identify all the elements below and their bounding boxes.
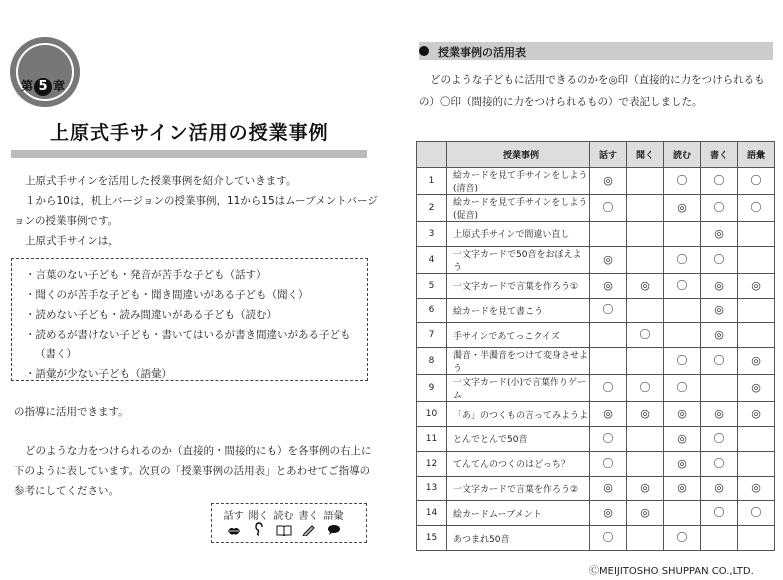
table-row xyxy=(417,476,775,501)
lesson-name: 一文字カードで言葉を作ろう② xyxy=(447,476,590,501)
mark-cell xyxy=(664,426,701,451)
legend-icons xyxy=(221,522,346,539)
table-row xyxy=(417,348,775,375)
mark-cell xyxy=(738,451,775,476)
table-row xyxy=(417,323,775,348)
double-circle-mark: ◎ xyxy=(640,481,650,495)
lesson-name: 一文字カードで50音をおぼえよう xyxy=(447,246,590,273)
speech-bubble-icon xyxy=(321,524,346,539)
table-row xyxy=(417,426,775,451)
mark-cell xyxy=(664,451,701,476)
circle-mark: 〇 xyxy=(750,506,762,520)
double-circle-mark: ◎ xyxy=(603,407,613,421)
mark-cell xyxy=(701,298,738,323)
mark-cell xyxy=(738,402,775,427)
lesson-name: 一文字カード(小)で言葉作りゲーム xyxy=(447,375,590,402)
circle-mark: 〇 xyxy=(750,174,762,187)
mark-cell xyxy=(627,323,664,348)
bullet-icon xyxy=(419,46,429,56)
double-circle-mark: ◎ xyxy=(714,226,724,240)
circle-mark: 〇 xyxy=(602,431,614,445)
mark-cell xyxy=(664,323,701,348)
mark-cell xyxy=(664,168,701,195)
double-circle-mark: ◎ xyxy=(603,506,613,520)
mark-cell xyxy=(627,348,664,375)
row-number: 4 xyxy=(417,246,447,273)
copyright: ⒸMEIJITOSHO SHUPPAN CO.,LTD. xyxy=(589,566,754,577)
double-circle-mark: ◎ xyxy=(677,456,687,470)
box-item-write-cont: （書く） xyxy=(35,348,77,360)
mark-cell xyxy=(590,298,627,323)
chapter-number: 5 xyxy=(34,78,52,96)
mark-cell xyxy=(664,246,701,273)
mark-cell xyxy=(701,375,738,402)
title-underline-bar xyxy=(11,150,367,158)
mark-cell xyxy=(627,402,664,427)
mark-cell xyxy=(701,402,738,427)
double-circle-mark: ◎ xyxy=(603,278,613,292)
double-circle-mark: ◎ xyxy=(603,481,613,495)
row-number: 12 xyxy=(417,451,447,476)
table-row xyxy=(417,273,775,298)
row-number: 7 xyxy=(417,323,447,348)
lesson-name: 手サインであてっこクイズ xyxy=(447,323,590,348)
mark-cell xyxy=(664,222,701,247)
mark-cell xyxy=(627,451,664,476)
legend-labels xyxy=(221,507,346,522)
header-no xyxy=(417,142,447,168)
mark-cell xyxy=(701,323,738,348)
table-row xyxy=(417,526,775,551)
desc-line-1: どのような子どもに活用できるのかを◎印（直接的に力をつけられるも xyxy=(430,74,765,86)
header-speak: 話す xyxy=(590,142,627,168)
mark-cell xyxy=(590,222,627,247)
double-circle-mark: ◎ xyxy=(751,481,761,495)
table-row xyxy=(417,298,775,323)
double-circle-mark: ◎ xyxy=(751,278,761,292)
circle-mark: 〇 xyxy=(676,278,688,292)
mark-cell xyxy=(627,246,664,273)
mark-cell xyxy=(738,246,775,273)
double-circle-mark: ◎ xyxy=(677,481,687,495)
table-row xyxy=(417,501,775,526)
mark-cell xyxy=(627,195,664,222)
mark-cell xyxy=(664,298,701,323)
double-circle-mark: ◎ xyxy=(640,278,650,292)
circle-mark: 〇 xyxy=(676,174,688,187)
mark-cell xyxy=(701,526,738,551)
mark-cell xyxy=(701,222,738,247)
circle-mark: 〇 xyxy=(602,381,614,395)
mark-cell xyxy=(738,348,775,375)
lesson-name: あつまれ50音 xyxy=(447,526,590,551)
row-number: 15 xyxy=(417,526,447,551)
circle-mark: 〇 xyxy=(602,456,614,470)
table-header-row xyxy=(417,142,775,168)
row-number: 8 xyxy=(417,348,447,375)
mark-cell xyxy=(590,168,627,195)
circle-mark: 〇 xyxy=(676,354,688,368)
row-number: 3 xyxy=(417,222,447,247)
lesson-name: 濁音・半濁音をつけて変身させよう xyxy=(447,348,590,375)
para2-line-3: 参考にしてください。 xyxy=(14,485,119,497)
mark-cell xyxy=(738,195,775,222)
mark-cell xyxy=(627,375,664,402)
lesson-name: とんでとんで50音 xyxy=(447,426,590,451)
mark-cell xyxy=(627,426,664,451)
row-number: 10 xyxy=(417,402,447,427)
circle-mark: 〇 xyxy=(602,201,614,214)
table-row xyxy=(417,168,775,195)
circle-mark: 〇 xyxy=(713,252,725,266)
mark-cell xyxy=(701,168,738,195)
table-row xyxy=(417,246,775,273)
header-listen: 聞く xyxy=(627,142,664,168)
mark-cell xyxy=(590,476,627,501)
mark-cell xyxy=(664,526,701,551)
ear-icon xyxy=(246,522,271,539)
row-number: 9 xyxy=(417,375,447,402)
mark-cell xyxy=(627,526,664,551)
box-item-listen: ・聞くのが苦手な子ども・聞き間違いがある子ども（聞く） xyxy=(25,289,309,301)
lips-icon xyxy=(221,525,246,539)
mark-cell xyxy=(738,323,775,348)
section-title: 授業事例の活用表 xyxy=(438,46,526,59)
mark-cell xyxy=(590,348,627,375)
mark-cell xyxy=(590,451,627,476)
mark-cell xyxy=(590,402,627,427)
double-circle-mark: ◎ xyxy=(751,381,761,395)
table-row xyxy=(417,222,775,247)
circle-mark: 〇 xyxy=(713,354,725,368)
mark-cell xyxy=(590,426,627,451)
mark-cell xyxy=(738,273,775,298)
double-circle-mark: ◎ xyxy=(603,252,613,266)
mark-cell xyxy=(627,501,664,526)
para2-line-1: どのような力をつけられるのか（直接的・間接的にも）を各事例の右上に xyxy=(25,445,372,457)
row-number: 11 xyxy=(417,426,447,451)
lesson-name: 絵カードを見て手サインをしよう(促音) xyxy=(447,195,590,222)
table-row xyxy=(417,375,775,402)
mark-cell xyxy=(664,348,701,375)
lesson-name: てんてんのつくのはどっち？ xyxy=(447,451,590,476)
box-item-speak: ・言葉のない子ども・発音が苦手な子ども（話す） xyxy=(25,269,267,281)
intro-line-3: ョンの授業事例です。 xyxy=(14,215,119,227)
circle-mark: 〇 xyxy=(676,381,688,395)
double-circle-mark: ◎ xyxy=(603,174,613,187)
mark-cell xyxy=(701,273,738,298)
intro-line-2: １から10は，机上バージョンの授業事例，11から15はムーブメントバージ xyxy=(25,195,378,207)
circle-mark: 〇 xyxy=(676,531,688,545)
row-number: 1 xyxy=(417,168,447,195)
legend-label-speak: 話す xyxy=(223,511,244,522)
box-item-vocab: ・語彙が少ない子ども（語彙） xyxy=(25,368,172,380)
legend-label-listen: 聞く xyxy=(248,511,269,522)
row-number: 14 xyxy=(417,501,447,526)
mark-cell xyxy=(590,323,627,348)
mark-cell xyxy=(590,501,627,526)
mark-cell xyxy=(664,273,701,298)
mark-cell xyxy=(627,476,664,501)
circle-mark: 〇 xyxy=(713,201,725,214)
mark-cell xyxy=(627,273,664,298)
circle-mark: 〇 xyxy=(713,174,725,187)
chapter-label: 第 5 章 xyxy=(21,79,66,94)
mark-cell xyxy=(627,298,664,323)
circle-mark: 〇 xyxy=(639,381,651,395)
legend-label-vocab: 語彙 xyxy=(323,511,344,522)
circle-mark: 〇 xyxy=(676,252,688,266)
header-read: 読む xyxy=(664,142,701,168)
mark-cell xyxy=(664,195,701,222)
mark-cell xyxy=(590,526,627,551)
usage-table xyxy=(416,141,775,551)
mark-cell xyxy=(738,501,775,526)
double-circle-mark: ◎ xyxy=(714,328,724,342)
mark-cell xyxy=(738,526,775,551)
lesson-name: 「あ」のつくもの言ってみようよ xyxy=(447,402,590,427)
mark-cell xyxy=(738,222,775,247)
double-circle-mark: ◎ xyxy=(677,201,687,214)
page-title: 上原式手サイン活用の授業事例 xyxy=(50,122,329,144)
para2-line-2: 下のように表しています。次頁の「授業事例の活用表」とあわせてご指導の xyxy=(14,465,371,477)
circle-mark: 〇 xyxy=(750,201,762,214)
double-circle-mark: ◎ xyxy=(714,278,724,292)
double-circle-mark: ◎ xyxy=(677,407,687,421)
lesson-name: 絵カードムーブメント xyxy=(447,501,590,526)
circle-mark: 〇 xyxy=(639,328,651,342)
mark-cell xyxy=(701,348,738,375)
mark-cell xyxy=(627,222,664,247)
circle-mark: 〇 xyxy=(602,303,614,317)
mark-cell xyxy=(701,426,738,451)
row-number: 5 xyxy=(417,273,447,298)
box-item-read: ・読めない子ども・読み間違いがある子ども（読む） xyxy=(25,309,277,321)
row-number: 13 xyxy=(417,476,447,501)
mark-cell xyxy=(701,501,738,526)
circle-mark: 〇 xyxy=(602,531,614,545)
circle-mark: 〇 xyxy=(713,506,725,520)
intro-line-4: 上原式手サインは， xyxy=(25,235,119,247)
table-row xyxy=(417,451,775,476)
table-row xyxy=(417,402,775,427)
header-write: 書く xyxy=(701,142,738,168)
intro-line-1: 上原式手サインを活用した授業事例を紹介していきます。 xyxy=(25,175,297,187)
desc-line-2: の）〇印（間接的に力をつけられるもの）で表記しました。 xyxy=(419,96,703,108)
mark-cell xyxy=(701,451,738,476)
after-box-text: の指導に活用できます。 xyxy=(14,406,129,418)
mark-cell xyxy=(738,298,775,323)
mark-cell xyxy=(701,246,738,273)
double-circle-mark: ◎ xyxy=(751,407,761,421)
book-icon xyxy=(271,524,296,539)
mark-cell xyxy=(701,195,738,222)
lesson-name: 絵カードを見て手サインをしよう(清音) xyxy=(447,168,590,195)
box-item-write: ・読めるが書けない子ども・書いてはいるが書き間違いがある子ども xyxy=(25,329,351,341)
mark-cell xyxy=(738,426,775,451)
double-circle-mark: ◎ xyxy=(714,303,724,317)
double-circle-mark: ◎ xyxy=(714,481,724,495)
double-circle-mark: ◎ xyxy=(640,407,650,421)
double-circle-mark: ◎ xyxy=(714,407,724,421)
mark-cell xyxy=(738,476,775,501)
header-vocab: 語彙 xyxy=(738,142,775,168)
table-row xyxy=(417,195,775,222)
mark-cell xyxy=(664,402,701,427)
lesson-name: 絵カードを見て書こう xyxy=(447,298,590,323)
double-circle-mark: ◎ xyxy=(751,354,761,368)
mark-cell xyxy=(738,168,775,195)
mark-cell xyxy=(664,375,701,402)
mark-cell xyxy=(664,501,701,526)
mark-cell xyxy=(590,273,627,298)
double-circle-mark: ◎ xyxy=(677,431,687,445)
mark-cell xyxy=(664,476,701,501)
legend-label-write: 書く xyxy=(298,511,319,522)
mark-cell xyxy=(627,168,664,195)
double-circle-mark: ◎ xyxy=(640,506,650,520)
lesson-name: 上原式手サインで間違い直し xyxy=(447,222,590,247)
mark-cell xyxy=(701,476,738,501)
lesson-name: 一文字カードで言葉を作ろう① xyxy=(447,273,590,298)
row-number: 6 xyxy=(417,298,447,323)
row-number: 2 xyxy=(417,195,447,222)
mark-cell xyxy=(738,375,775,402)
pencil-icon xyxy=(296,524,321,539)
mark-cell xyxy=(590,375,627,402)
mark-cell xyxy=(590,246,627,273)
circle-mark: 〇 xyxy=(713,431,725,445)
circle-mark: 〇 xyxy=(713,456,725,470)
header-lesson: 授業事例 xyxy=(447,142,590,168)
legend-label-read: 読む xyxy=(273,511,294,522)
mark-cell xyxy=(590,195,627,222)
